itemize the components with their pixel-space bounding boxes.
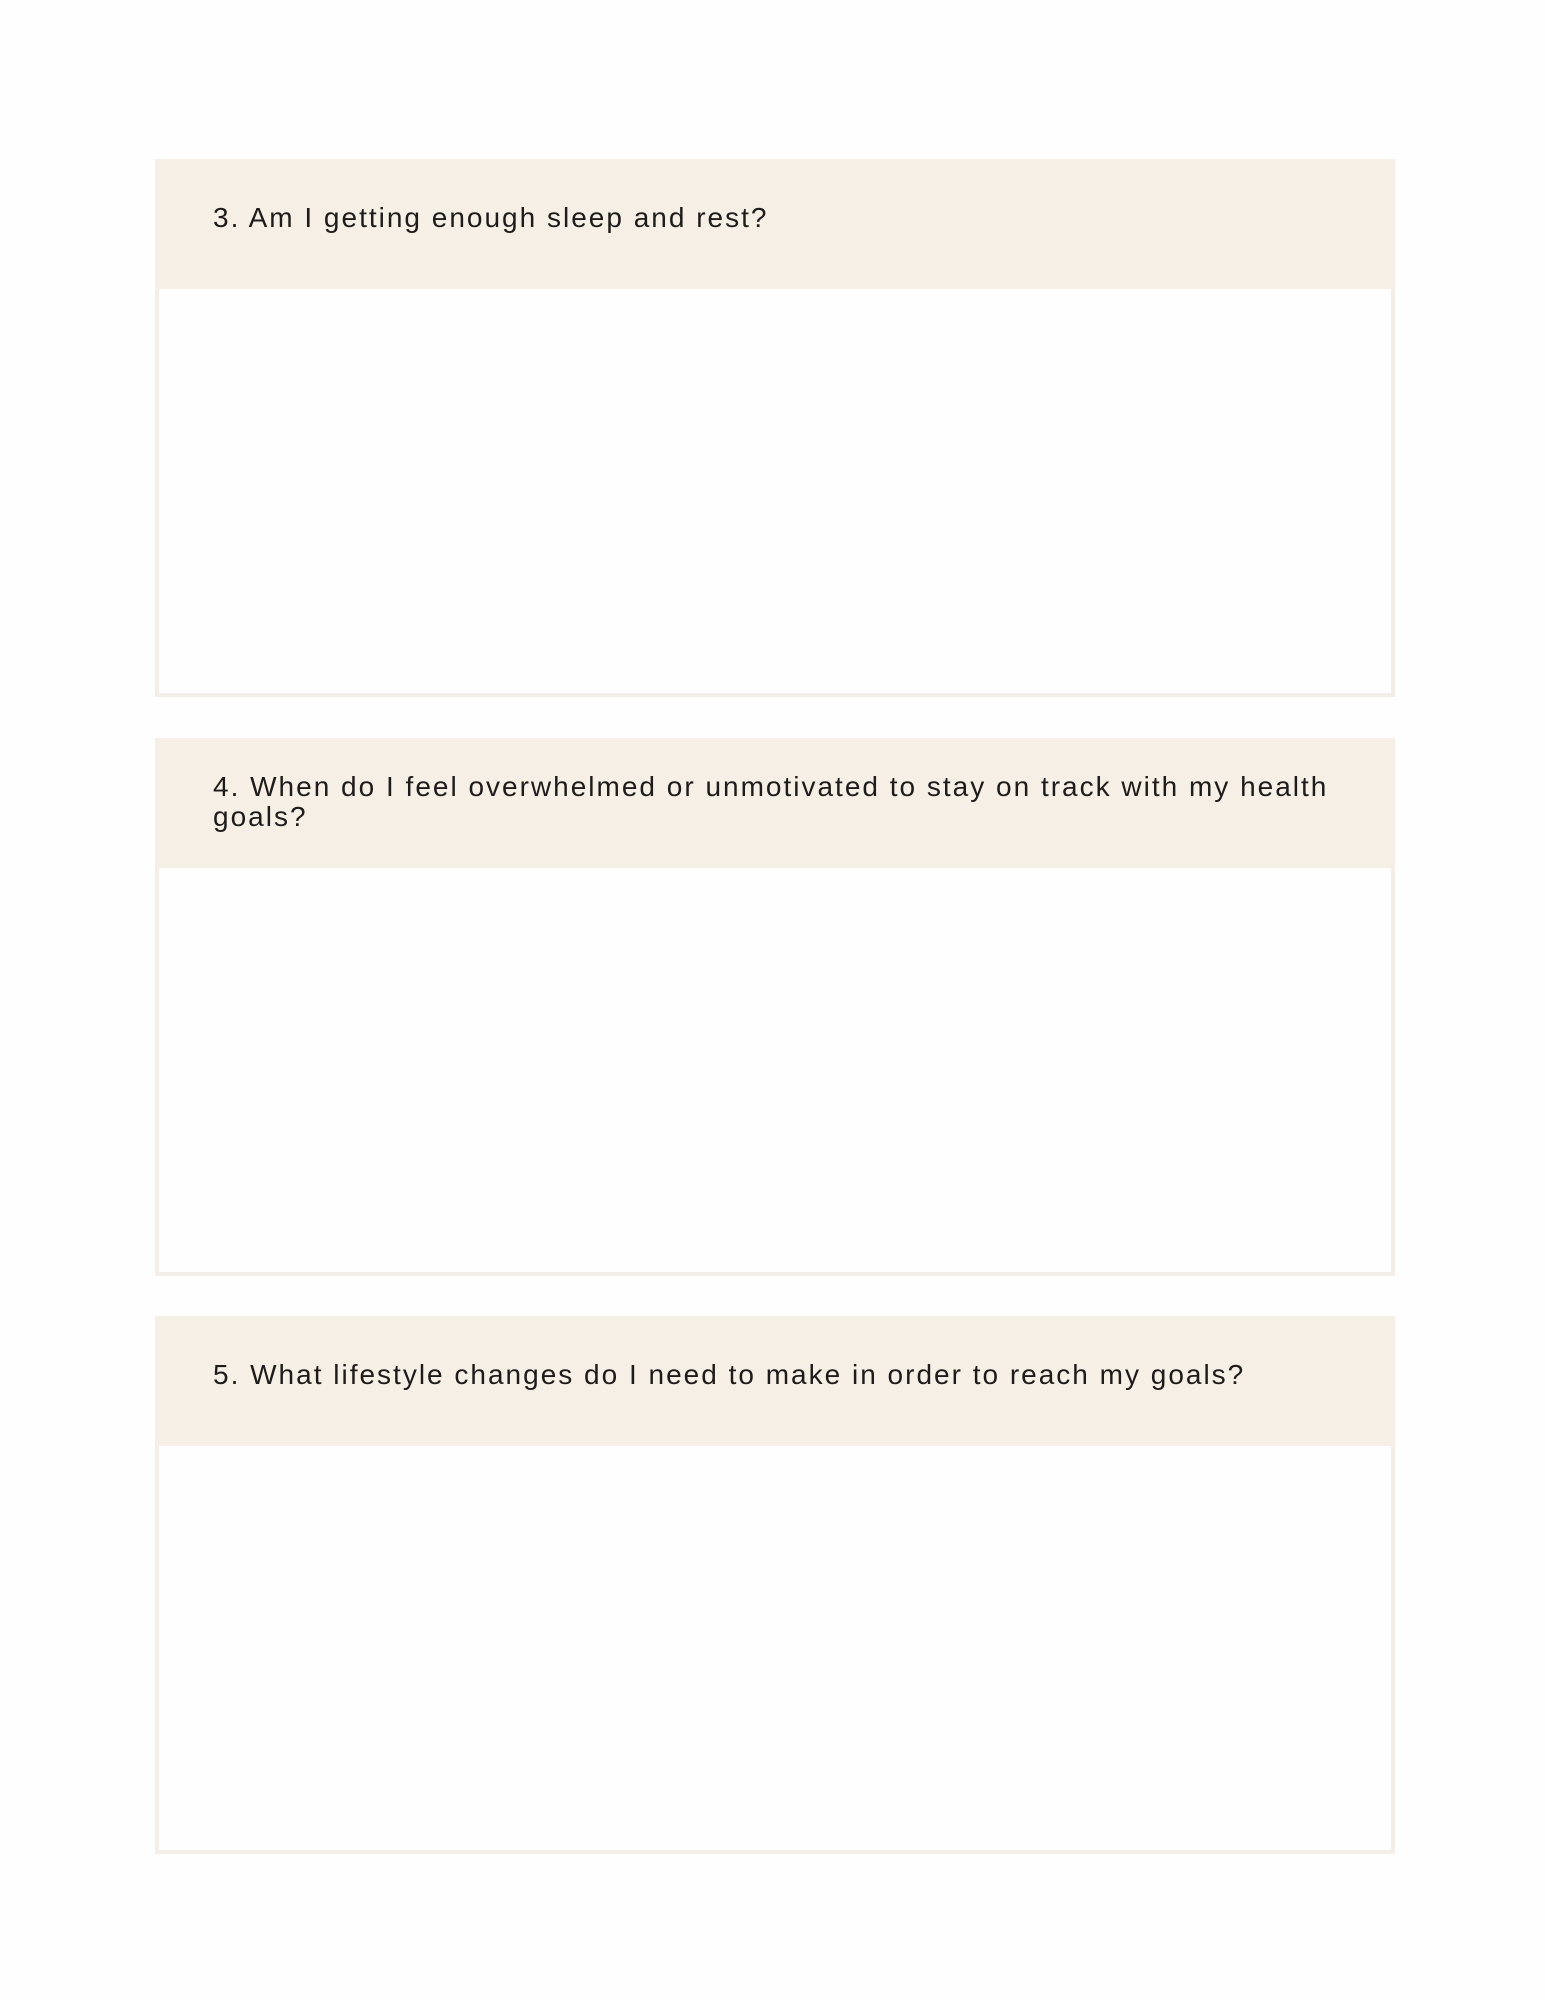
answer-area[interactable] bbox=[159, 289, 1391, 693]
prompt-header bbox=[155, 1316, 1395, 1446]
prompt-card-5 bbox=[155, 1316, 1395, 1854]
prompt-header bbox=[155, 738, 1395, 868]
prompt-question: 4. When do I feel overwhelmed or unmotivated to stay on track with my health goals? bbox=[213, 771, 1329, 832]
prompt-question: 3. Am I getting enough sleep and rest? bbox=[213, 202, 769, 233]
prompt-card-4 bbox=[155, 738, 1395, 1276]
prompt-card-3 bbox=[155, 159, 1395, 697]
prompt-header bbox=[155, 159, 1395, 289]
answer-area[interactable] bbox=[159, 868, 1391, 1272]
prompt-question: 5. What lifestyle changes do I need to make in order to reach my goals? bbox=[213, 1359, 1246, 1390]
answer-area[interactable] bbox=[159, 1446, 1391, 1850]
